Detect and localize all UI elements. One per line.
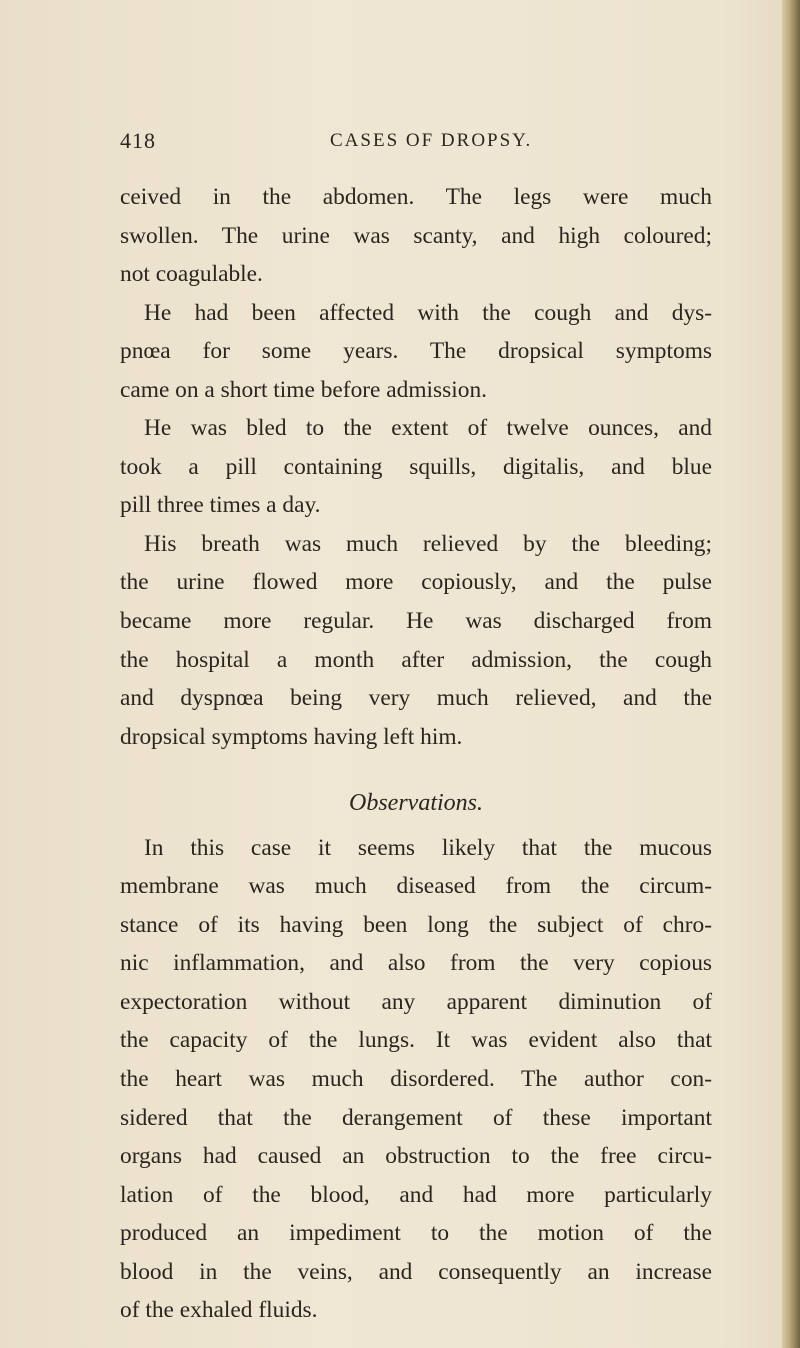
paragraph [120,409,712,525]
page-number: 418 [120,128,156,153]
text-line: ceived in the abdomen. The legs were much [120,184,712,210]
paragraph [120,178,712,294]
text-line: sidered that the derangement of these important [120,1104,712,1131]
page-binding-edge [782,0,800,1348]
text-line: organs had caused an obstruction to the free circu- [120,1143,712,1170]
text-line: the heart was much disordered. The author con- [120,1066,712,1093]
text-line: In this case it seems likely that the mucous [144,834,712,861]
text-line: He was bled to the extent of twelve ounces, and [144,415,712,442]
page-body [120,178,712,1330]
text-line: stance of its having been long the subject of chro- [120,911,712,938]
paragraph [120,525,712,756]
text-line: the urine flowed more copiously, and the pulse [120,569,712,596]
running-title: CASES OF DROPSY. [330,130,533,151]
text-line: the hospital a month after admission, the cough [120,646,712,673]
paragraph [120,829,712,1330]
text-line: pnœa for some years. The dropsical symptoms [120,338,712,365]
text-line: came on a short time before admission. [120,376,487,403]
text-line: swollen. The urine was scanty, and high coloured; [120,222,712,249]
paragraphs-before-heading [120,178,712,756]
text-line: the capacity of the lungs. It was evident also that [120,1027,712,1054]
text-line: pill three times a day. [120,492,321,519]
text-line: expectoration without any apparent diminution of [120,988,712,1015]
text-line: and dyspnœa being very much relieved, and the [120,685,712,712]
text-line: not coagulable. [120,261,263,288]
text-line: nic inflammation, and also from the very copious [120,950,712,977]
text-line: blood in the veins, and consequently an increase [120,1258,712,1285]
text-line: produced an impediment to the motion of the [120,1220,712,1247]
text-line: He had been affected with the cough and dys- [144,299,712,326]
paragraphs-after-heading [120,829,712,1330]
text-line: membrane was much diseased from the circum- [120,873,712,900]
text-line: lation of the blood, and had more particularly [120,1181,712,1208]
text-line: of the exhaled fluids. [120,1297,318,1324]
section-heading: Observations. [349,790,483,817]
text-line: His breath was much relieved by the bleeding; [144,530,712,557]
paragraph [120,294,712,410]
text-line: became more regular. He was discharged from [120,608,712,635]
text-line: dropsical symptoms having left him. [120,723,463,750]
text-line: took a pill containing squills, digitalis, and blue [120,453,712,480]
page-header [120,128,660,158]
